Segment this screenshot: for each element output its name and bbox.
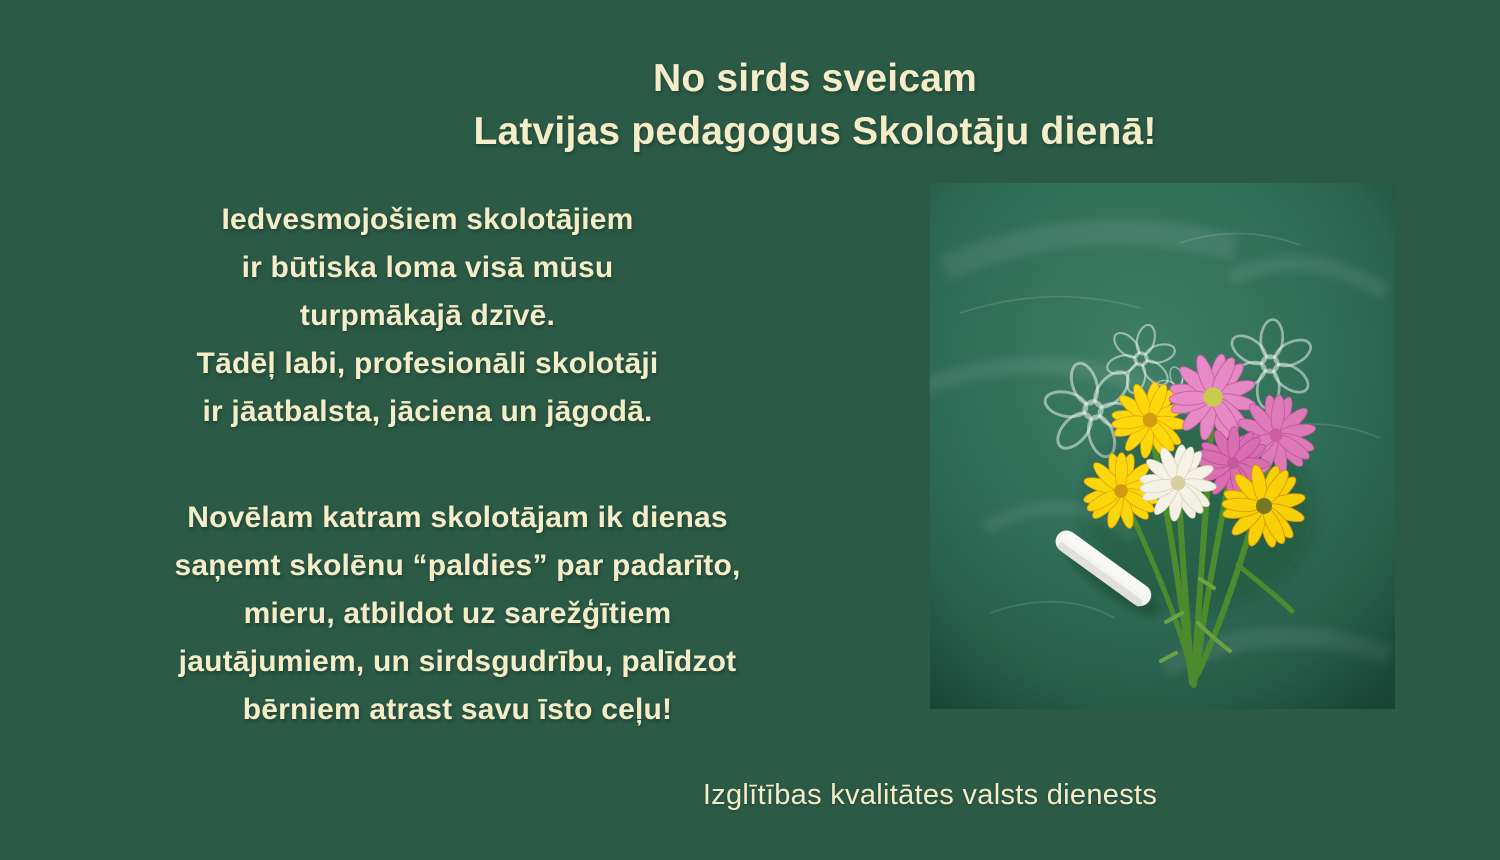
message-paragraph-2 <box>70 494 845 734</box>
title-line-1: No sirds sveicam <box>652 57 978 100</box>
paragraph-2-line: mieru, atbildot uz sarežģītiem <box>243 597 672 630</box>
chalkboard-bouquet-photo <box>930 183 1395 709</box>
title-line-2: Latvijas pedagogus Skolotāju dienā! <box>473 110 1157 153</box>
paragraph-2-line: saņemt skolēnu “paldies” par padarīto, <box>174 549 741 582</box>
card-title <box>420 52 1210 158</box>
paragraph-1-line: ir būtiska loma visā mūsu <box>241 251 614 284</box>
photo-vignette <box>930 183 1395 709</box>
signature: Izglītības kvalitātes valsts dienests <box>702 779 1158 811</box>
message-paragraph-1 <box>55 196 800 436</box>
paragraph-2-line: bērniem atrast savu īsto ceļu! <box>242 693 673 726</box>
paragraph-1-line: turpmākajā dzīvē. <box>299 299 556 332</box>
paragraph-2-line: jautājumiem, un sirdsgudrību, palīdzot <box>178 645 737 678</box>
bouquet-illustration <box>930 183 1395 709</box>
paragraph-1-line: Iedvesmojošiem skolotājiem <box>221 203 634 236</box>
paragraph-1-line: ir jāatbalsta, jāciena un jāgodā. <box>202 395 653 428</box>
paragraph-1-line: Tādēļ labi, profesionāli skolotāji <box>196 347 659 380</box>
paragraph-2-line: Novēlam katram skolotājam ik dienas <box>187 501 728 534</box>
